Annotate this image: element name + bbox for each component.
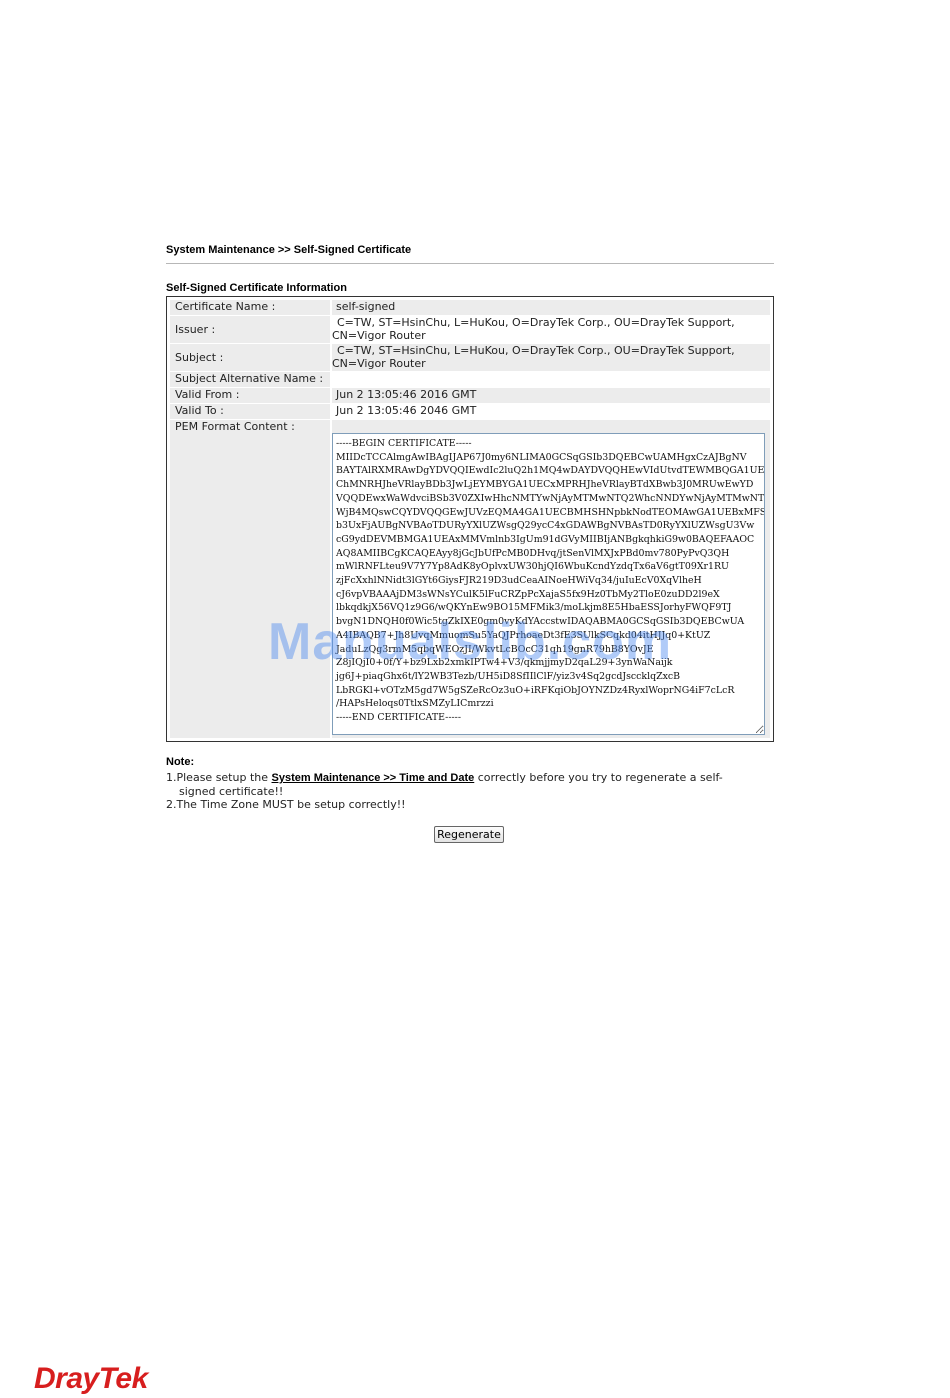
- note-item-2: 2.The Time Zone MUST be setup correctly!!: [166, 798, 406, 811]
- issuer-value-line2: CN=Vigor Router: [332, 329, 426, 342]
- certificate-name-label: Certificate Name :: [170, 300, 330, 315]
- valid-to-value: Jun 2 13:05:46 2046 GMT: [336, 404, 477, 417]
- row-valid-from: [170, 388, 770, 403]
- row-valid-to: [170, 404, 770, 419]
- issuer-label: Issuer :: [170, 316, 330, 343]
- issuer-value-line1: C=TW, ST=HsinChu, L=HuKou, O=DrayTek Corp., OU=DrayTek Support,: [337, 316, 735, 329]
- row-subject-alt-name: [170, 372, 770, 387]
- subject-value-line1: C=TW, ST=HsinChu, L=HuKou, O=DrayTek Corp., OU=DrayTek Support,: [337, 344, 735, 357]
- draytek-logo: DrayTek: [34, 1362, 148, 1395]
- note-title: Note:: [166, 756, 195, 768]
- pem-label: PEM Format Content :: [170, 420, 330, 738]
- note-item-1-line2: signed certificate!!: [179, 785, 284, 798]
- note-item-1-prefix: 1.Please setup the: [166, 771, 272, 784]
- certificate-name-value: self-signed: [332, 300, 770, 315]
- issuer-value: [332, 316, 770, 343]
- valid-from-label: Valid From :: [170, 388, 330, 403]
- row-subject: [170, 344, 770, 371]
- subject-alt-name-value: [332, 372, 770, 387]
- certificate-info-table: [166, 296, 774, 742]
- breadcrumb: System Maintenance >> Self-Signed Certificate: [166, 244, 412, 256]
- note-item-1: [166, 771, 766, 798]
- regenerate-button[interactable]: Regenerate: [434, 826, 504, 843]
- subject-label: Subject :: [170, 344, 330, 371]
- section-title: Self-Signed Certificate Information: [166, 282, 347, 294]
- valid-from-value: Jun 2 13:05:46 2016 GMT: [332, 388, 770, 403]
- time-and-date-link[interactable]: System Maintenance >> Time and Date: [271, 772, 475, 784]
- watermark-text: Manualslib.com: [268, 613, 673, 671]
- note-item-1-suffix: correctly before you try to regenerate a self-: [474, 771, 723, 784]
- breadcrumb-divider: [166, 263, 774, 264]
- row-certificate-name: [170, 300, 770, 315]
- subject-value-line2: CN=Vigor Router: [332, 357, 426, 370]
- subject-alt-name-label: Subject Alternative Name :: [170, 372, 330, 387]
- pem-content-textarea[interactable]: [332, 433, 765, 735]
- row-issuer: [170, 316, 770, 343]
- valid-to-label: Valid To :: [170, 404, 330, 419]
- subject-value: [332, 344, 770, 371]
